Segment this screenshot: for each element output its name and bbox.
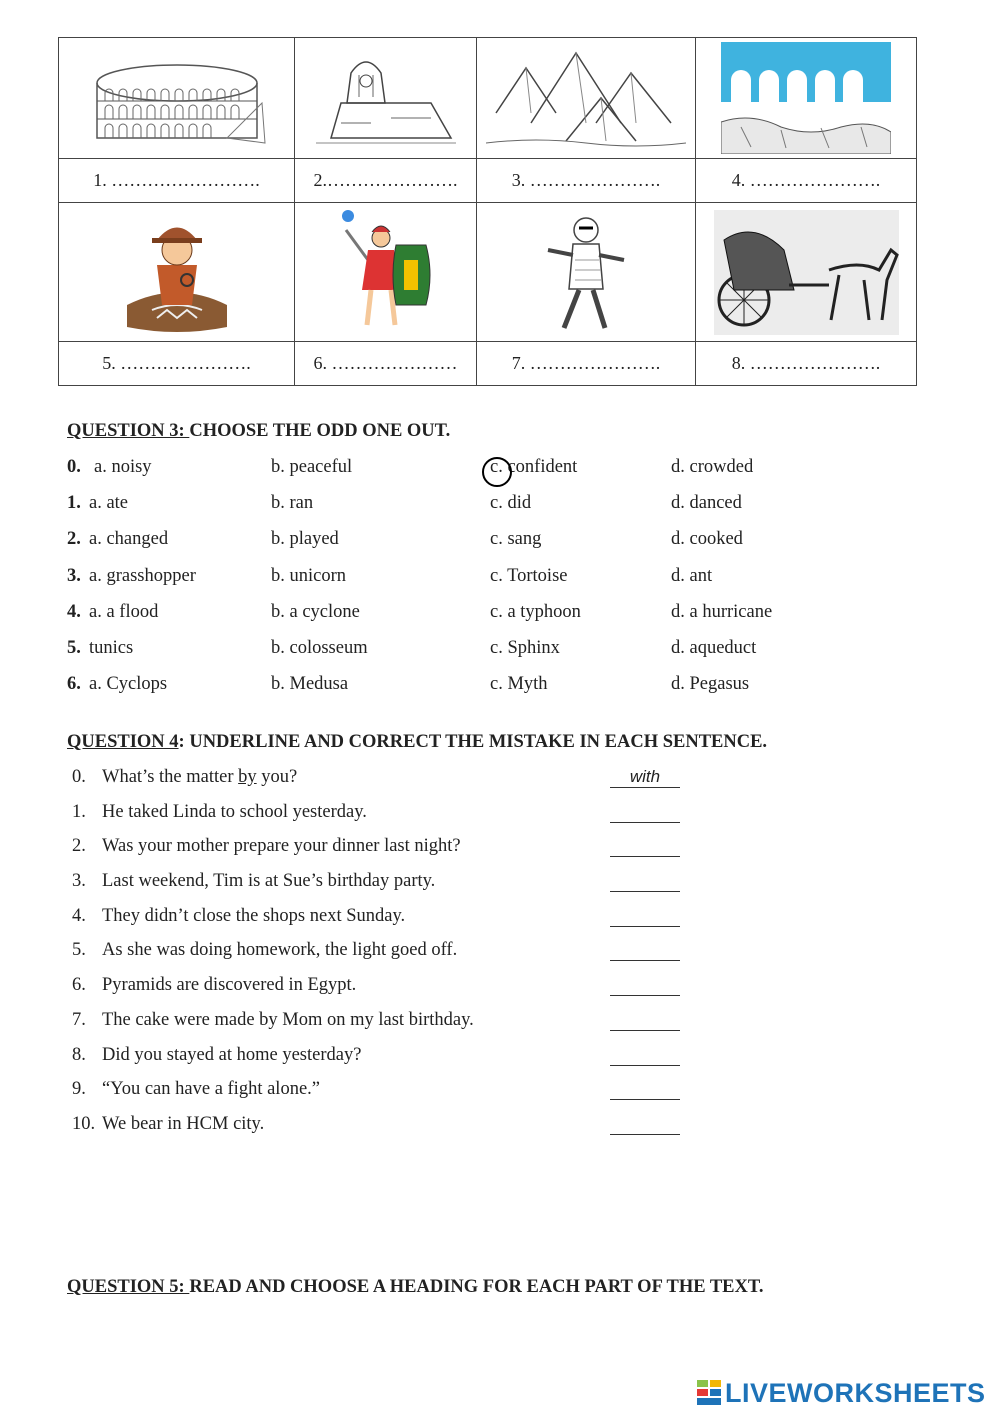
picture-label: 2.…………………. <box>295 159 477 203</box>
picture-label: 5. …………………. <box>59 342 295 386</box>
odd-one-out-row: 0. a. noisy b. peaceful c. confident d. crowded <box>67 457 927 487</box>
odd-one-out-row: 3. a. grasshopper b. unicorn c. Tortoise d. ant <box>67 566 713 586</box>
mistake-row: 7. The cake were made by Mom on my last birthday. <box>72 1010 692 1040</box>
example-sentence: What’s the matter by you? <box>102 767 298 787</box>
brand-name: LIVEWORKSHEETS <box>725 1377 986 1408</box>
chariot-picture <box>696 203 917 342</box>
pyramids-picture <box>477 38 696 159</box>
mistake-example-row: 0. What’s the matter by you? with <box>72 767 692 797</box>
liveworksheets-logo <box>697 1378 986 1408</box>
picture-label: 6. ………………… <box>295 342 477 386</box>
mistake-row: 6. Pyramids are discovered in Egypt. <box>72 975 692 1005</box>
mistake-row: 10. We bear in HCM city. <box>72 1114 692 1144</box>
sphinx-picture <box>295 38 477 159</box>
example-answer: with <box>610 767 680 788</box>
answer-blank[interactable] <box>610 995 680 996</box>
answer-blank[interactable] <box>610 822 680 823</box>
mistake-row: 8. Did you stayed at home yesterday? <box>72 1045 692 1075</box>
question-3-heading: QUESTION 3: CHOOSE THE ODD ONE OUT. <box>67 421 451 441</box>
mistake-row: 9. “You can have a fight alone.” <box>72 1079 692 1109</box>
odd-one-out-row: 1. a. ate b. ran c. did d. danced <box>67 493 742 513</box>
mummy-picture <box>477 203 696 342</box>
liveworksheets-icon <box>697 1380 721 1406</box>
mistake-row: 3. Last weekend, Tim is at Sue’s birthday party. <box>72 871 692 901</box>
mistake-row: 4. They didn’t close the shops next Sunday. <box>72 906 692 936</box>
answer-blank[interactable] <box>610 891 680 892</box>
colosseum-picture <box>59 38 295 159</box>
picture-table <box>58 37 917 386</box>
picture-label: 8. …………………. <box>696 342 917 386</box>
question-5-heading: QUESTION 5: READ AND CHOOSE A HEADING FOR EACH PART OF THE TEXT. <box>67 1277 764 1297</box>
aqueduct-picture <box>696 38 917 159</box>
mistake-row: 5. As she was doing homework, the light goed off. <box>72 940 692 970</box>
odd-one-out-row: 4. a. a flood b. a cyclone c. a typhoon d. a hurricane <box>67 602 773 622</box>
odd-one-out-row: 5. tunics b. colosseum c. Sphinx d. aqueduct <box>67 638 757 658</box>
picture-label: 7. …………………. <box>477 342 696 386</box>
answer-blank[interactable] <box>610 1134 680 1135</box>
selected-answer: c. confident <box>490 457 577 478</box>
answer-blank[interactable] <box>610 926 680 927</box>
answer-blank[interactable] <box>610 1099 680 1100</box>
odd-one-out-row: 6. a. Cyclops b. Medusa c. Myth d. Pegasus <box>67 674 750 694</box>
mistake-row: 2. Was your mother prepare your dinner last night? <box>72 836 692 866</box>
picture-label: 1. ……………………. <box>59 159 295 203</box>
odd-one-out-row: 2. a. changed b. played c. sang d. cooked <box>67 529 743 549</box>
answer-blank[interactable] <box>610 856 680 857</box>
question-4-heading: QUESTION 4: UNDERLINE AND CORRECT THE MISTAKE IN EACH SENTENCE. <box>67 732 768 752</box>
answer-blank[interactable] <box>610 1065 680 1066</box>
answer-blank[interactable] <box>610 1030 680 1031</box>
gladiator-picture <box>295 203 477 342</box>
picture-label: 4. …………………. <box>696 159 917 203</box>
answer-circle-mark <box>482 457 512 487</box>
picture-label: 3. …………………. <box>477 159 696 203</box>
archaeologist-picture <box>59 203 295 342</box>
answer-blank[interactable] <box>610 960 680 961</box>
mistake-row: 1. He taked Linda to school yesterday. <box>72 802 692 832</box>
